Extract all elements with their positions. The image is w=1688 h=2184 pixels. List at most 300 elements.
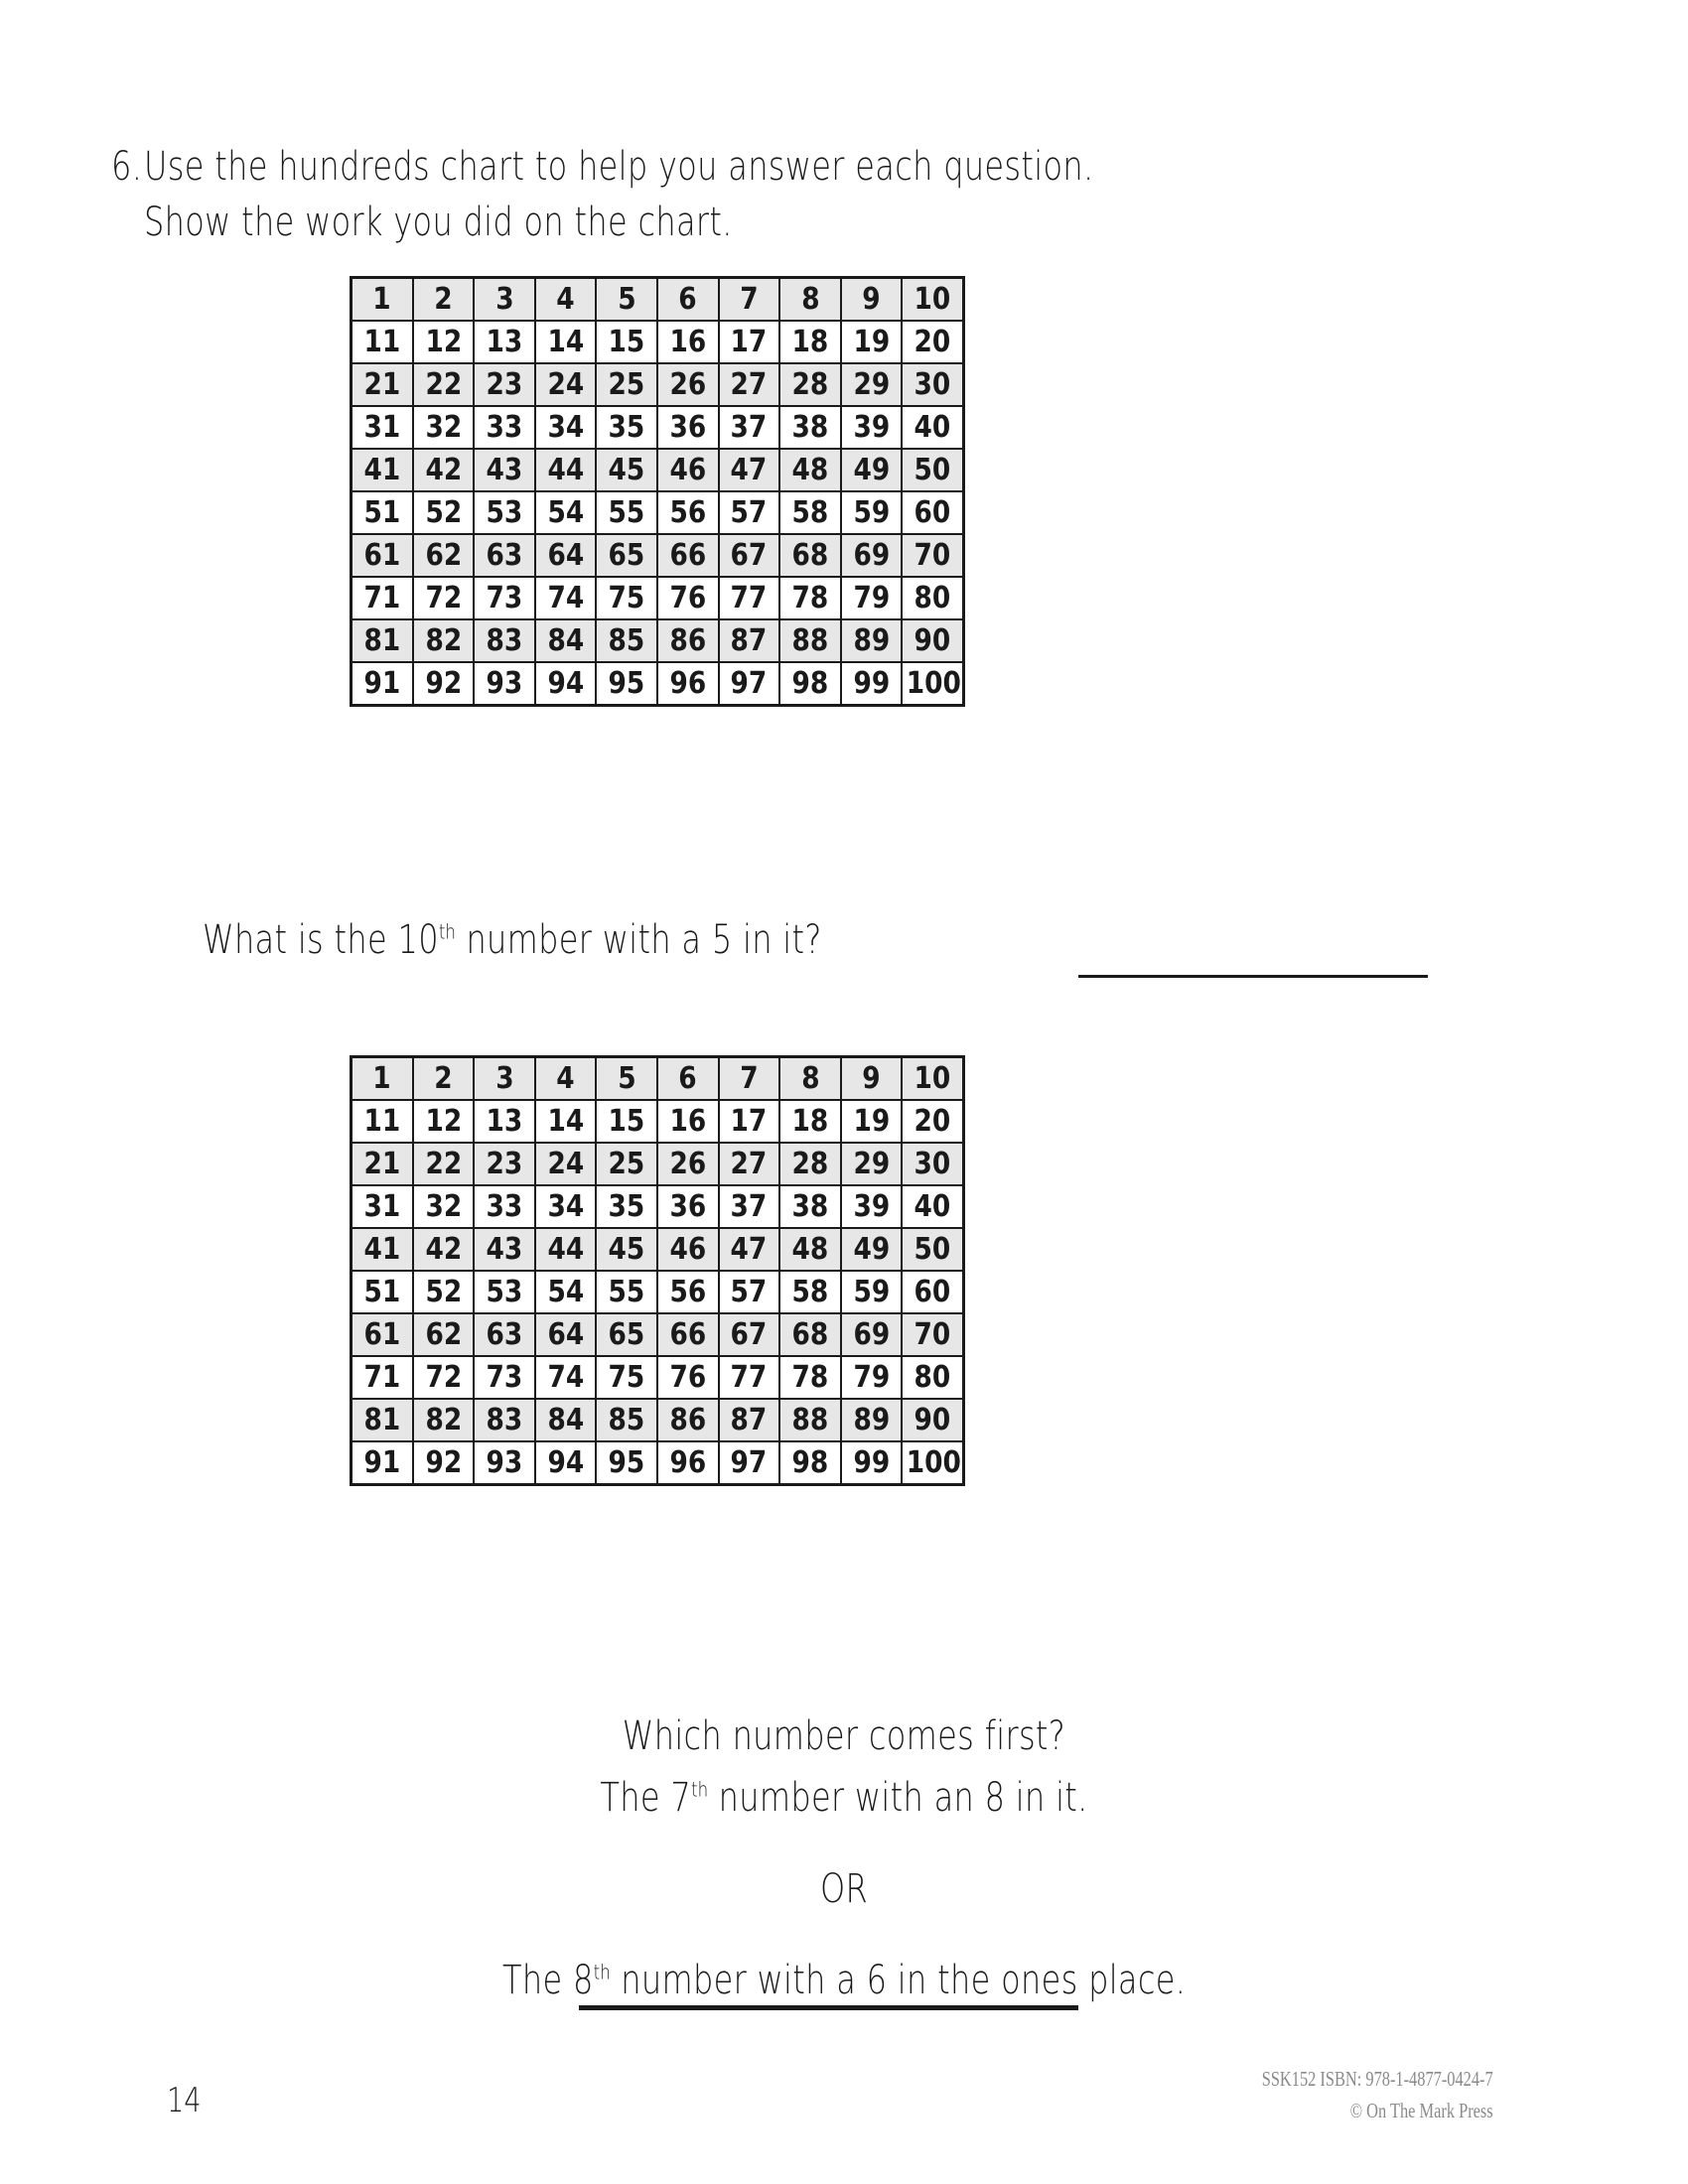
hundreds-chart-cell-value: 22 bbox=[425, 366, 462, 402]
hundreds-chart-cell[interactable] bbox=[779, 321, 841, 363]
hundreds-chart-row bbox=[352, 491, 964, 534]
footer-isbn: SSK152 ISBN: 978-1-4877-0424-7 bbox=[1262, 2067, 1493, 2091]
hundreds-chart-cell[interactable] bbox=[779, 406, 841, 449]
hundreds-chart-cell-value: 82 bbox=[425, 622, 462, 658]
hundreds-chart-cell-value: 58 bbox=[791, 494, 829, 530]
hundreds-chart-cell[interactable] bbox=[474, 1057, 535, 1101]
hundreds-chart-cell[interactable] bbox=[596, 491, 657, 534]
hundreds-chart-cell-value: 56 bbox=[669, 1274, 707, 1309]
hundreds-chart-cell-value: 51 bbox=[363, 494, 401, 530]
hundreds-chart-cell[interactable] bbox=[841, 1356, 903, 1399]
hundreds-chart-cell[interactable] bbox=[413, 449, 475, 491]
hundreds-chart-cell[interactable] bbox=[535, 278, 597, 322]
hundreds-chart-cell[interactable] bbox=[902, 619, 963, 662]
hundreds-chart-cell-value: 94 bbox=[547, 1444, 584, 1480]
hundreds-chart-cell-value: 33 bbox=[486, 409, 523, 445]
hundreds-chart-cell[interactable] bbox=[413, 1228, 475, 1271]
bottom-question-conjunction-row bbox=[0, 1858, 1688, 1920]
hundreds-chart-cell-value: 40 bbox=[914, 1188, 951, 1224]
hundreds-chart-row bbox=[352, 1100, 964, 1143]
hundreds-chart-cell[interactable] bbox=[719, 363, 780, 406]
hundreds-chart-cell-value: 22 bbox=[425, 1146, 462, 1181]
hundreds-chart-cell[interactable] bbox=[474, 1399, 535, 1441]
hundreds-chart-cell[interactable] bbox=[841, 363, 903, 406]
hundreds-chart-cell-value: 75 bbox=[608, 580, 645, 615]
hundreds-chart-row bbox=[352, 363, 964, 406]
hundreds-chart-cell-value: 63 bbox=[486, 1316, 523, 1352]
hundreds-chart-cell[interactable] bbox=[535, 1399, 597, 1441]
hundreds-chart-cell-value: 32 bbox=[425, 409, 462, 445]
hundreds-chart-cell[interactable] bbox=[596, 662, 657, 706]
hundreds-chart-cell-value: 38 bbox=[791, 1188, 829, 1224]
hundreds-chart-cell[interactable] bbox=[719, 577, 780, 619]
hundreds-chart-cell[interactable] bbox=[535, 449, 597, 491]
hundreds-chart-cell-value: 2 bbox=[434, 1060, 453, 1096]
hundreds-chart-cell-value: 46 bbox=[669, 452, 707, 487]
hundreds-chart-cell[interactable] bbox=[535, 363, 597, 406]
instruction-line-1: Use the hundreds chart to help you answer each question. bbox=[144, 144, 1094, 190]
hundreds-chart-cell[interactable] bbox=[352, 1057, 413, 1101]
hundreds-chart-cell[interactable] bbox=[902, 321, 963, 363]
hundreds-chart-cell[interactable] bbox=[779, 1313, 841, 1356]
hundreds-chart-cell[interactable] bbox=[902, 1228, 963, 1271]
hundreds-chart-cell[interactable] bbox=[779, 534, 841, 577]
hundreds-chart-cell[interactable] bbox=[902, 1057, 963, 1101]
hundreds-chart-cell[interactable] bbox=[474, 278, 535, 322]
hundreds-chart-cell-value: 58 bbox=[791, 1274, 829, 1309]
hundreds-chart-cell[interactable] bbox=[535, 534, 597, 577]
hundreds-chart-cell[interactable] bbox=[902, 278, 963, 322]
hundreds-chart-cell[interactable] bbox=[413, 1271, 475, 1313]
hundreds-chart-cell-value: 30 bbox=[914, 366, 951, 402]
hundreds-chart-cell-value: 6 bbox=[678, 281, 697, 317]
hundreds-chart-cell[interactable] bbox=[657, 1228, 719, 1271]
hundreds-chart-cell[interactable] bbox=[413, 577, 475, 619]
hundreds-chart-cell[interactable] bbox=[352, 321, 413, 363]
hundreds-chart-cell[interactable] bbox=[535, 491, 597, 534]
hundreds-chart-cell[interactable] bbox=[841, 662, 903, 706]
hundreds-chart-cell[interactable] bbox=[352, 1143, 413, 1185]
hundreds-chart-cell[interactable] bbox=[779, 577, 841, 619]
hundreds-chart-cell[interactable] bbox=[352, 363, 413, 406]
hundreds-chart-cell[interactable] bbox=[902, 406, 963, 449]
option-b-part1: The 8 bbox=[501, 1958, 594, 2003]
hundreds-chart-cell[interactable] bbox=[841, 278, 903, 322]
hundreds-chart-cell[interactable] bbox=[596, 1271, 657, 1313]
hundreds-chart-cell[interactable] bbox=[474, 1100, 535, 1143]
hundreds-chart-cell-value: 35 bbox=[608, 1188, 645, 1224]
hundreds-chart-cell[interactable] bbox=[474, 534, 535, 577]
hundreds-chart-cell-value: 62 bbox=[425, 537, 462, 573]
hundreds-chart-cell[interactable] bbox=[902, 577, 963, 619]
hundreds-chart-cell-value: 73 bbox=[486, 1359, 523, 1395]
hundreds-chart-cell[interactable] bbox=[719, 449, 780, 491]
hundreds-chart-cell-value: 77 bbox=[730, 1359, 768, 1395]
hundreds-chart-cell-value: 40 bbox=[914, 409, 951, 445]
hundreds-chart-cell[interactable] bbox=[596, 1185, 657, 1228]
hundreds-chart-cell-value: 54 bbox=[547, 494, 584, 530]
hundreds-chart-cell[interactable] bbox=[779, 491, 841, 534]
hundreds-chart-cell[interactable] bbox=[719, 1143, 780, 1185]
hundreds-chart-cell[interactable] bbox=[535, 1185, 597, 1228]
hundreds-chart-cell-value: 95 bbox=[608, 665, 645, 701]
hundreds-chart-cell[interactable] bbox=[657, 406, 719, 449]
hundreds-chart-cell[interactable] bbox=[352, 1356, 413, 1399]
hundreds-chart-cell-value: 1 bbox=[372, 281, 391, 317]
mid-question-text bbox=[203, 913, 822, 967]
hundreds-chart-cell[interactable] bbox=[841, 491, 903, 534]
hundreds-chart-cell[interactable] bbox=[413, 1356, 475, 1399]
hundreds-chart-cell[interactable] bbox=[474, 1356, 535, 1399]
hundreds-chart-cell-value: 52 bbox=[425, 494, 462, 530]
hundreds-chart-cell[interactable] bbox=[779, 278, 841, 322]
hundreds-chart-cell[interactable] bbox=[474, 1441, 535, 1485]
hundreds-chart-cell-value: 74 bbox=[547, 1359, 584, 1395]
hundreds-chart-cell[interactable] bbox=[474, 1185, 535, 1228]
hundreds-chart-cell[interactable] bbox=[719, 1228, 780, 1271]
hundreds-chart-cell-value: 23 bbox=[486, 1146, 523, 1181]
hundreds-chart-cell-value: 78 bbox=[791, 1359, 829, 1395]
hundreds-chart-cell[interactable] bbox=[841, 1185, 903, 1228]
hundreds-chart-cell-value: 34 bbox=[547, 409, 584, 445]
hundreds-chart-cell-value: 18 bbox=[791, 1103, 829, 1139]
hundreds-chart-cell[interactable] bbox=[535, 1356, 597, 1399]
hundreds-chart-cell[interactable] bbox=[535, 577, 597, 619]
hundreds-chart-cell[interactable] bbox=[779, 662, 841, 706]
option-a-ordinal: th bbox=[691, 1777, 709, 1802]
hundreds-chart-cell[interactable] bbox=[902, 1441, 963, 1485]
hundreds-chart-cell[interactable] bbox=[779, 1399, 841, 1441]
hundreds-chart-cell[interactable] bbox=[413, 1057, 475, 1101]
hundreds-chart-cell[interactable] bbox=[841, 577, 903, 619]
hundreds-chart-cell-value: 89 bbox=[853, 622, 890, 658]
hundreds-chart-cell-value: 38 bbox=[791, 409, 829, 445]
hundreds-chart-cell[interactable] bbox=[413, 1399, 475, 1441]
hundreds-chart-cell[interactable] bbox=[596, 1228, 657, 1271]
hundreds-chart-cell[interactable] bbox=[841, 1057, 903, 1101]
hundreds-chart-cell[interactable] bbox=[352, 1441, 413, 1485]
hundreds-chart-cell[interactable] bbox=[657, 1185, 719, 1228]
hundreds-chart-cell-value: 53 bbox=[486, 1274, 523, 1309]
hundreds-chart-cell[interactable] bbox=[841, 1399, 903, 1441]
hundreds-chart-cell-value: 47 bbox=[730, 452, 768, 487]
hundreds-chart-cell-value: 67 bbox=[730, 1316, 768, 1352]
hundreds-chart-cell-value: 39 bbox=[853, 1188, 890, 1224]
hundreds-chart-cell[interactable] bbox=[902, 1313, 963, 1356]
hundreds-chart-cell[interactable] bbox=[535, 1313, 597, 1356]
hundreds-chart-cell[interactable] bbox=[596, 278, 657, 322]
hundreds-chart-body-1 bbox=[352, 278, 964, 706]
hundreds-chart-cell[interactable] bbox=[474, 577, 535, 619]
hundreds-chart-cell[interactable] bbox=[719, 278, 780, 322]
hundreds-chart-cell[interactable] bbox=[657, 619, 719, 662]
hundreds-chart-cell-value: 98 bbox=[791, 665, 829, 701]
hundreds-chart-cell[interactable] bbox=[779, 1228, 841, 1271]
hundreds-chart-cell-value: 78 bbox=[791, 580, 829, 615]
hundreds-chart-cell[interactable] bbox=[596, 1313, 657, 1356]
hundreds-chart-cell[interactable] bbox=[902, 491, 963, 534]
hundreds-chart-cell[interactable] bbox=[413, 406, 475, 449]
hundreds-chart-cell-value: 10 bbox=[914, 1060, 951, 1096]
hundreds-chart-cell[interactable] bbox=[841, 321, 903, 363]
hundreds-chart-cell[interactable] bbox=[474, 662, 535, 706]
hundreds-chart-cell-value: 50 bbox=[914, 452, 951, 487]
hundreds-chart-cell[interactable] bbox=[596, 534, 657, 577]
hundreds-chart-cell-value: 26 bbox=[669, 1146, 707, 1181]
hundreds-chart-table-1[interactable] bbox=[350, 276, 965, 707]
hundreds-chart-cell[interactable] bbox=[719, 406, 780, 449]
hundreds-chart-cell[interactable] bbox=[902, 534, 963, 577]
hundreds-chart-cell[interactable] bbox=[596, 1100, 657, 1143]
hundreds-chart-cell[interactable] bbox=[841, 1441, 903, 1485]
hundreds-chart-cell-value: 97 bbox=[730, 665, 768, 701]
hundreds-chart-cell[interactable] bbox=[352, 1185, 413, 1228]
hundreds-chart-cell[interactable] bbox=[474, 321, 535, 363]
hundreds-chart-cell[interactable] bbox=[474, 619, 535, 662]
hundreds-chart-cell[interactable] bbox=[413, 363, 475, 406]
answer-line-2[interactable] bbox=[579, 2005, 1078, 2010]
hundreds-chart-cell[interactable] bbox=[841, 1313, 903, 1356]
hundreds-chart-cell[interactable] bbox=[413, 491, 475, 534]
hundreds-chart-cell[interactable] bbox=[352, 1313, 413, 1356]
hundreds-chart-cell[interactable] bbox=[413, 1100, 475, 1143]
hundreds-chart-cell[interactable] bbox=[719, 1399, 780, 1441]
hundreds-chart-cell[interactable] bbox=[352, 1100, 413, 1143]
hundreds-chart-cell[interactable] bbox=[719, 619, 780, 662]
hundreds-chart-cell[interactable] bbox=[902, 363, 963, 406]
hundreds-chart-cell[interactable] bbox=[535, 1100, 597, 1143]
hundreds-chart-cell[interactable] bbox=[535, 321, 597, 363]
hundreds-chart-cell-value: 76 bbox=[669, 1359, 707, 1395]
hundreds-chart-cell[interactable] bbox=[779, 619, 841, 662]
hundreds-chart-cell[interactable] bbox=[535, 406, 597, 449]
hundreds-chart-cell-value: 48 bbox=[791, 1231, 829, 1267]
hundreds-chart-cell[interactable] bbox=[657, 321, 719, 363]
hundreds-chart-cell[interactable] bbox=[719, 321, 780, 363]
hundreds-chart-cell[interactable] bbox=[352, 449, 413, 491]
hundreds-chart-cell-value: 72 bbox=[425, 580, 462, 615]
hundreds-chart-cell-value: 32 bbox=[425, 1188, 462, 1224]
hundreds-chart-cell[interactable] bbox=[841, 1271, 903, 1313]
hundreds-chart-cell[interactable] bbox=[352, 491, 413, 534]
hundreds-chart-cell-value: 29 bbox=[853, 1146, 890, 1181]
hundreds-chart-cell-value: 64 bbox=[547, 537, 584, 573]
hundreds-chart-cell[interactable] bbox=[902, 1399, 963, 1441]
hundreds-chart-cell[interactable] bbox=[902, 449, 963, 491]
hundreds-chart-cell-value: 63 bbox=[486, 537, 523, 573]
hundreds-chart-cell[interactable] bbox=[413, 619, 475, 662]
hundreds-chart-cell[interactable] bbox=[352, 577, 413, 619]
hundreds-chart-cell[interactable] bbox=[474, 1313, 535, 1356]
hundreds-chart-cell[interactable] bbox=[535, 1271, 597, 1313]
hundreds-chart-cell[interactable] bbox=[474, 363, 535, 406]
hundreds-chart-cell[interactable] bbox=[779, 1271, 841, 1313]
hundreds-chart-body-2 bbox=[352, 1057, 964, 1485]
hundreds-chart-cell-value: 25 bbox=[608, 366, 645, 402]
hundreds-chart-cell[interactable] bbox=[719, 1185, 780, 1228]
hundreds-chart-cell[interactable] bbox=[657, 1143, 719, 1185]
hundreds-chart-cell[interactable] bbox=[413, 1185, 475, 1228]
hundreds-chart-table-2[interactable] bbox=[350, 1055, 965, 1486]
hundreds-chart-cell[interactable] bbox=[535, 1057, 597, 1101]
hundreds-chart-cell[interactable] bbox=[535, 1441, 597, 1485]
hundreds-chart-cell-value: 30 bbox=[914, 1146, 951, 1181]
hundreds-chart-cell[interactable] bbox=[902, 1143, 963, 1185]
hundreds-chart-cell[interactable] bbox=[841, 619, 903, 662]
hundreds-chart-cell-value: 36 bbox=[669, 409, 707, 445]
hundreds-chart-cell[interactable] bbox=[596, 406, 657, 449]
hundreds-chart-cell[interactable] bbox=[352, 406, 413, 449]
hundreds-chart-cell[interactable] bbox=[657, 1100, 719, 1143]
hundreds-chart-cell[interactable] bbox=[841, 1100, 903, 1143]
hundreds-chart-cell-value: 4 bbox=[556, 281, 575, 317]
hundreds-chart-cell[interactable] bbox=[657, 1313, 719, 1356]
hundreds-chart-cell[interactable] bbox=[719, 491, 780, 534]
hundreds-chart-cell[interactable] bbox=[596, 449, 657, 491]
hundreds-chart-cell-value: 44 bbox=[547, 452, 584, 487]
hundreds-chart-cell[interactable] bbox=[535, 1143, 597, 1185]
hundreds-chart-cell-value: 75 bbox=[608, 1359, 645, 1395]
hundreds-chart-cell[interactable] bbox=[352, 619, 413, 662]
hundreds-chart-row bbox=[352, 1313, 964, 1356]
mid-question-part2: number with a 5 in it? bbox=[455, 917, 822, 963]
hundreds-chart-cell-value: 49 bbox=[853, 1231, 890, 1267]
hundreds-chart-cell[interactable] bbox=[413, 662, 475, 706]
hundreds-chart-cell[interactable] bbox=[474, 1271, 535, 1313]
hundreds-chart-cell[interactable] bbox=[902, 1356, 963, 1399]
hundreds-chart-cell[interactable] bbox=[657, 449, 719, 491]
question-number: 6. bbox=[111, 144, 143, 190]
hundreds-chart-cell[interactable] bbox=[719, 1057, 780, 1101]
hundreds-chart-cell[interactable] bbox=[535, 662, 597, 706]
hundreds-chart-cell[interactable] bbox=[902, 1271, 963, 1313]
hundreds-chart-cell[interactable] bbox=[719, 1356, 780, 1399]
hundreds-chart-cell-value: 68 bbox=[791, 1316, 829, 1352]
hundreds-chart-cell[interactable] bbox=[596, 1057, 657, 1101]
hundreds-chart-cell[interactable] bbox=[657, 662, 719, 706]
hundreds-chart-cell[interactable] bbox=[719, 1100, 780, 1143]
hundreds-chart-cell-value: 45 bbox=[608, 1231, 645, 1267]
hundreds-chart-cell[interactable] bbox=[841, 406, 903, 449]
hundreds-chart-cell[interactable] bbox=[779, 1057, 841, 1101]
hundreds-chart-cell[interactable] bbox=[596, 1356, 657, 1399]
hundreds-chart-cell-value: 94 bbox=[547, 665, 584, 701]
hundreds-chart-cell[interactable] bbox=[719, 1313, 780, 1356]
bottom-question-spacer-2 bbox=[0, 1920, 1688, 1950]
hundreds-chart-cell[interactable] bbox=[474, 449, 535, 491]
hundreds-chart-cell[interactable] bbox=[596, 321, 657, 363]
hundreds-chart-cell[interactable] bbox=[657, 278, 719, 322]
hundreds-chart-cell[interactable] bbox=[413, 534, 475, 577]
hundreds-chart-cell[interactable] bbox=[596, 363, 657, 406]
hundreds-chart-cell-value: 69 bbox=[853, 1316, 890, 1352]
hundreds-chart-cell[interactable] bbox=[352, 1399, 413, 1441]
hundreds-chart-cell[interactable] bbox=[352, 278, 413, 322]
hundreds-chart-cell[interactable] bbox=[779, 1100, 841, 1143]
hundreds-chart-cell-value: 1 bbox=[372, 1060, 391, 1096]
hundreds-chart-cell[interactable] bbox=[596, 1143, 657, 1185]
hundreds-chart-cell-value: 97 bbox=[730, 1444, 768, 1480]
hundreds-chart-cell[interactable] bbox=[352, 1228, 413, 1271]
hundreds-chart-cell[interactable] bbox=[474, 491, 535, 534]
hundreds-chart-cell[interactable] bbox=[657, 534, 719, 577]
hundreds-chart-cell[interactable] bbox=[902, 1185, 963, 1228]
hundreds-chart-cell[interactable] bbox=[657, 577, 719, 619]
hundreds-chart-cell[interactable] bbox=[841, 1143, 903, 1185]
hundreds-chart-cell[interactable] bbox=[474, 1228, 535, 1271]
hundreds-chart-row bbox=[352, 1441, 964, 1485]
hundreds-chart-cell[interactable] bbox=[413, 321, 475, 363]
hundreds-chart-cell[interactable] bbox=[657, 491, 719, 534]
hundreds-chart-cell[interactable] bbox=[719, 662, 780, 706]
hundreds-chart-cell[interactable] bbox=[596, 1441, 657, 1485]
hundreds-chart-cell[interactable] bbox=[535, 619, 597, 662]
hundreds-chart-cell-value: 12 bbox=[425, 324, 462, 359]
hundreds-chart-cell[interactable] bbox=[413, 278, 475, 322]
hundreds-chart-cell[interactable] bbox=[657, 1271, 719, 1313]
hundreds-chart-cell[interactable] bbox=[352, 534, 413, 577]
hundreds-chart-cell[interactable] bbox=[596, 619, 657, 662]
hundreds-chart-cell[interactable] bbox=[779, 1441, 841, 1485]
hundreds-chart-cell[interactable] bbox=[779, 363, 841, 406]
hundreds-chart-cell[interactable] bbox=[719, 534, 780, 577]
hundreds-chart-cell[interactable] bbox=[596, 1399, 657, 1441]
hundreds-chart-cell-value: 43 bbox=[486, 452, 523, 487]
hundreds-chart-cell[interactable] bbox=[413, 1441, 475, 1485]
hundreds-chart-cell[interactable] bbox=[779, 1356, 841, 1399]
hundreds-chart-cell[interactable] bbox=[657, 1057, 719, 1101]
hundreds-chart-cell-value: 33 bbox=[486, 1188, 523, 1224]
hundreds-chart-cell[interactable] bbox=[352, 662, 413, 706]
hundreds-chart-cell[interactable] bbox=[474, 1143, 535, 1185]
hundreds-chart-cell[interactable] bbox=[657, 363, 719, 406]
hundreds-chart-cell[interactable] bbox=[413, 1313, 475, 1356]
hundreds-chart-cell[interactable] bbox=[841, 1228, 903, 1271]
hundreds-chart-cell-value: 70 bbox=[914, 1316, 951, 1352]
hundreds-chart-cell-value: 83 bbox=[486, 1402, 523, 1437]
hundreds-chart-cell-value: 64 bbox=[547, 1316, 584, 1352]
bottom-question-option-b bbox=[502, 1950, 1186, 2011]
hundreds-chart-cell[interactable] bbox=[719, 1441, 780, 1485]
hundreds-chart-cell[interactable] bbox=[596, 577, 657, 619]
hundreds-chart-cell[interactable] bbox=[902, 662, 963, 706]
hundreds-chart-cell[interactable] bbox=[841, 449, 903, 491]
hundreds-chart-cell-value: 19 bbox=[853, 1103, 890, 1139]
hundreds-chart-cell[interactable] bbox=[779, 449, 841, 491]
hundreds-chart-cell[interactable] bbox=[657, 1441, 719, 1485]
hundreds-chart-row bbox=[352, 1228, 964, 1271]
hundreds-chart-cell-value: 15 bbox=[608, 324, 645, 359]
hundreds-chart-cell[interactable] bbox=[657, 1356, 719, 1399]
hundreds-chart-cell-value: 18 bbox=[791, 324, 829, 359]
hundreds-chart-cell[interactable] bbox=[535, 1228, 597, 1271]
hundreds-chart-cell[interactable] bbox=[779, 1185, 841, 1228]
mid-question-ordinal: th bbox=[438, 919, 456, 944]
hundreds-chart-cell[interactable] bbox=[413, 1143, 475, 1185]
hundreds-chart-cell[interactable] bbox=[352, 1271, 413, 1313]
hundreds-chart-cell-value: 21 bbox=[363, 366, 401, 402]
hundreds-chart-cell[interactable] bbox=[902, 1100, 963, 1143]
hundreds-chart-cell[interactable] bbox=[779, 1143, 841, 1185]
hundreds-chart-cell-value: 16 bbox=[669, 1103, 707, 1139]
hundreds-chart-cell[interactable] bbox=[719, 1271, 780, 1313]
hundreds-chart-cell-value: 83 bbox=[486, 622, 523, 658]
hundreds-chart-cell-value: 70 bbox=[914, 537, 951, 573]
hundreds-chart-cell[interactable] bbox=[474, 406, 535, 449]
hundreds-chart-cell[interactable] bbox=[841, 534, 903, 577]
hundreds-chart-cell[interactable] bbox=[657, 1399, 719, 1441]
answer-line-1[interactable] bbox=[1078, 975, 1428, 978]
